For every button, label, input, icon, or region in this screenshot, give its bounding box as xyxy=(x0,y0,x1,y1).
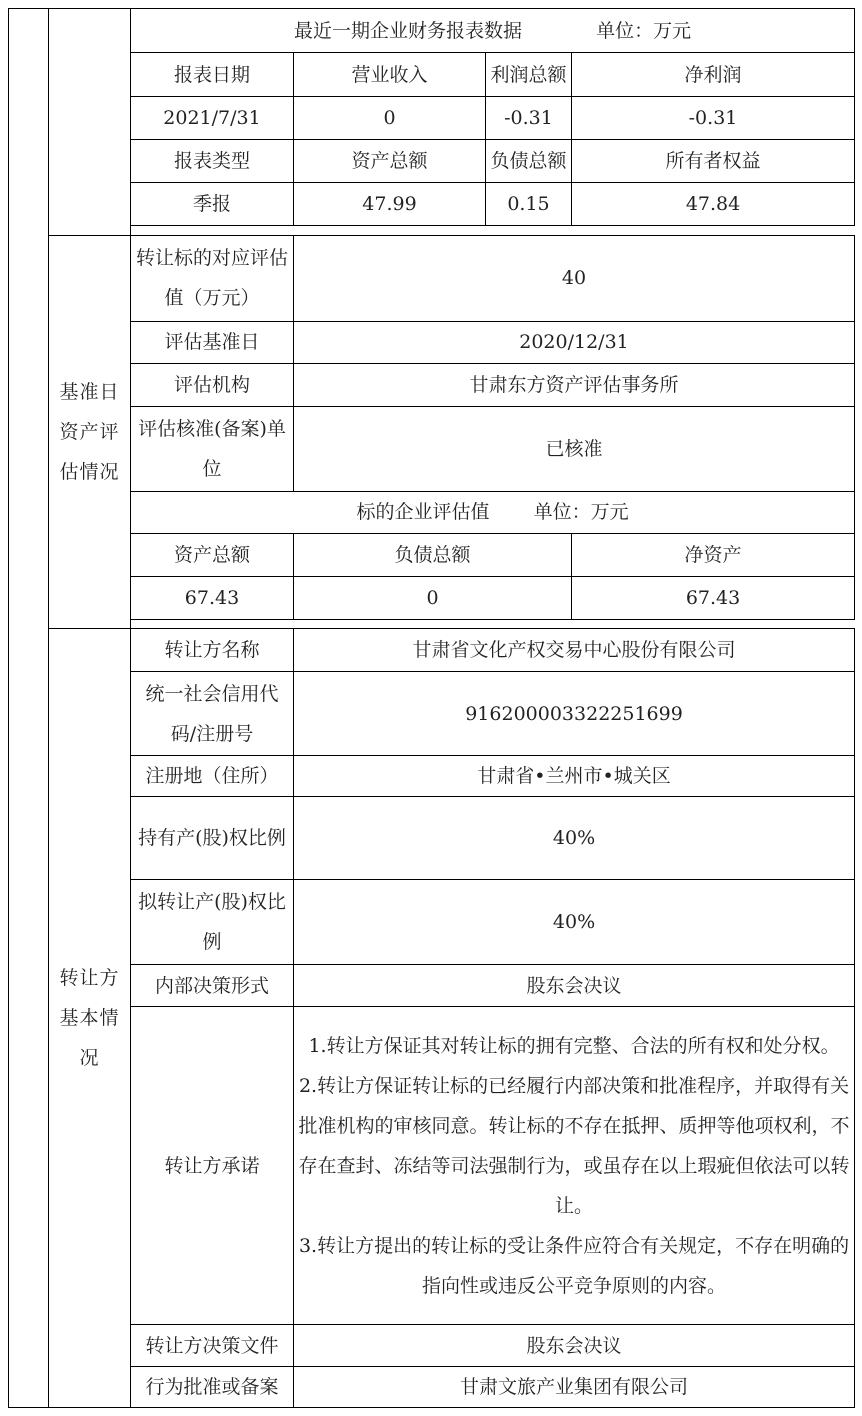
assessment-label-base-date: 评估基准日 xyxy=(131,321,294,363)
assessment-header-total-liabilities: 负债总额 xyxy=(294,533,572,576)
transferor-value-decision-form: 股东会决议 xyxy=(294,965,855,1007)
finance-title-row xyxy=(131,9,855,53)
finance-header-owners-equity: 所有者权益 xyxy=(572,140,855,183)
assessment-value-total-liabilities: 0 xyxy=(294,576,572,619)
commitment-item-1: 1.转让方保证其对转让标的拥有完整、合法的所有权和处分权。 xyxy=(308,1034,840,1057)
assessment-group-label: 基准日资产评估情况 xyxy=(49,235,131,629)
assessment-value-approval-unit: 已核准 xyxy=(294,406,855,491)
left-margin-column xyxy=(9,9,49,1408)
assessment-header-total-assets: 资产总额 xyxy=(131,533,294,576)
finance-value-report-type: 季报 xyxy=(131,183,294,226)
assessment-header-net-assets: 净资产 xyxy=(572,533,855,576)
commitment-item-2: 2.转让方保证转让标的已经履行内部决策和批准程序，并取得有关批准机构的审核同意。转让标的不存在抵押、质押等他项权利，不存在查封、冻结等司法强制行为，或虽存在以上瑕疵但依法可以转让。 xyxy=(298,1074,850,1217)
finance-value-total-liabilities: 0.15 xyxy=(486,183,572,226)
transferor-label-decision-form: 内部决策形式 xyxy=(131,965,294,1007)
transferor-group-label: 转让方基本情况 xyxy=(49,629,131,1408)
assessment-value-value: 40 xyxy=(294,235,855,321)
transferor-label-transfer-ratio: 拟转让产(股)权比例 xyxy=(131,880,294,965)
transferor-decision-doc-label: 转让方决策文件 xyxy=(131,1325,294,1367)
finance-value-owners-equity: 47.84 xyxy=(572,183,855,226)
assessment-label-approval-unit: 评估核准(备案)单位 xyxy=(131,406,294,491)
transferor-value-transfer-ratio: 40% xyxy=(294,880,855,965)
assessment-value-total-assets: 67.43 xyxy=(131,576,294,619)
transferor-approval-label: 行为批准或备案 xyxy=(131,1367,294,1408)
finance-group-cell xyxy=(49,9,131,236)
assessment-label-agency: 评估机构 xyxy=(131,363,294,406)
transferor-label-name: 转让方名称 xyxy=(131,629,294,672)
finance-value-total-assets: 47.99 xyxy=(294,183,486,226)
finance-header-total-assets: 资产总额 xyxy=(294,140,486,183)
finance-title: 最近一期企业财务报表数据 xyxy=(293,19,522,42)
assessment-label-value: 转让标的对应评估值（万元） xyxy=(131,235,294,321)
finance-value-total-profit: -0.31 xyxy=(486,97,572,140)
finance-header-date: 报表日期 xyxy=(131,53,294,97)
finance-header-revenue: 营业收入 xyxy=(294,53,486,97)
finance-value-date: 2021/7/31 xyxy=(131,97,294,140)
assessment-value-base-date: 2020/12/31 xyxy=(294,321,855,363)
transferor-label-held-ratio: 持有产(股)权比例 xyxy=(131,797,294,880)
transferor-value-name: 甘肃省文化产权交易中心股份有限公司 xyxy=(294,629,855,672)
assessment-unit: 单位：万元 xyxy=(533,501,629,523)
transferor-value-held-ratio: 40% xyxy=(294,797,855,880)
transferor-commitment-label: 转让方承诺 xyxy=(131,1007,294,1325)
assessment-value-net-assets: 67.43 xyxy=(572,576,855,619)
finance-value-revenue: 0 xyxy=(294,97,486,140)
finance-header-net-profit: 净利润 xyxy=(572,53,855,97)
transferor-decision-doc-value: 股东会决议 xyxy=(294,1325,855,1367)
transferor-value-credit-code: 916200003322251699 xyxy=(294,672,855,756)
transferor-value-address: 甘肃省•兰州市•城关区 xyxy=(294,756,855,797)
transfer-info-table xyxy=(8,8,855,1408)
assessment-subtitle: 标的企业评估值 xyxy=(356,501,490,523)
commitment-item-3: 3.转让方提出的转让标的受让条件应符合有关规定，不存在明确的指向性或违反公平竞争原则的内容。 xyxy=(298,1234,850,1297)
transferor-label-credit-code: 统一社会信用代码/注册号 xyxy=(131,672,294,756)
assessment-subtitle-row xyxy=(131,491,855,533)
transferor-commitments xyxy=(294,1007,855,1325)
assessment-value-agency: 甘肃东方资产评估事务所 xyxy=(294,363,855,406)
finance-header-total-profit: 利润总额 xyxy=(486,53,572,97)
finance-unit: 单位：万元 xyxy=(596,19,692,42)
transferor-approval-value: 甘肃文旅产业集团有限公司 xyxy=(294,1367,855,1408)
finance-header-total-liabilities: 负债总额 xyxy=(486,140,572,183)
finance-value-net-profit: -0.31 xyxy=(572,97,855,140)
transferor-label-address: 注册地（住所） xyxy=(131,756,294,797)
finance-header-report-type: 报表类型 xyxy=(131,140,294,183)
